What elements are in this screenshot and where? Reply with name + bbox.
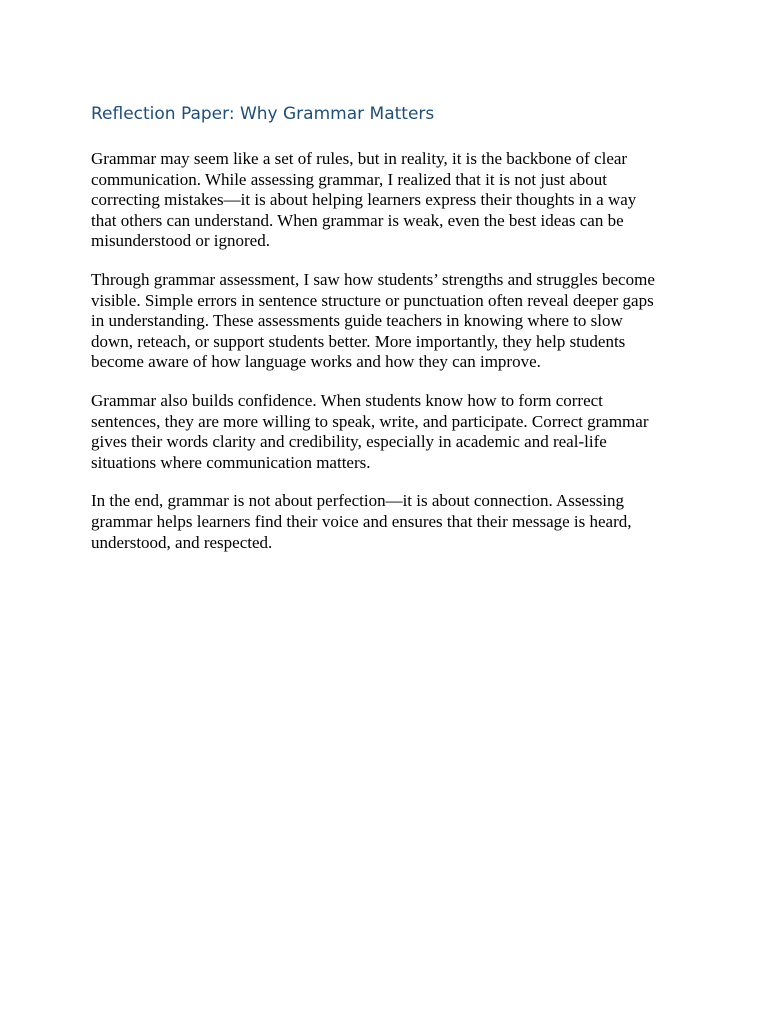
paragraph-line: visible. Simple errors in sentence structure or punctuation often reveal deeper gaps: [91, 290, 654, 310]
paragraph-line: become aware of how language works and how they can improve.: [91, 352, 541, 372]
paragraph-line: understood, and respected.: [91, 532, 273, 552]
paragraph-line: gives their words clarity and credibility, especially in academic and real-life: [91, 432, 607, 452]
paragraph-line: Grammar may seem like a set of rules, but in reality, it is the backbone of clear: [91, 149, 628, 168]
paragraph-line: down, reteach, or support students better. More importantly, they help students: [91, 331, 626, 351]
paragraph-line: Grammar also builds confidence. When students know how to form correct: [91, 390, 603, 410]
paragraph-line: that others can understand. When grammar is weak, even the best ideas can be: [91, 210, 624, 230]
paragraph-1: [91, 149, 691, 252]
document-body: [91, 102, 691, 571]
paragraph-2: [91, 270, 691, 373]
document-title: Reflection Paper: Why Grammar Matters: [91, 104, 435, 124]
paragraph-4: [91, 491, 691, 553]
paragraph-line: in understanding. These assessments guide teachers in knowing where to slow: [91, 311, 623, 331]
paragraph-line: In the end, grammar is not about perfection—it is about connection. Assessing: [91, 491, 625, 511]
paragraph-line: grammar helps learners find their voice and ensures that their message is heard,: [91, 511, 632, 531]
paragraph-line: correcting mistakes—it is about helping learners express their thoughts in a way: [91, 190, 637, 210]
paragraph-line: Through grammar assessment, I saw how students’ strengths and struggles become: [91, 269, 655, 289]
paragraph-line: situations where communication matters.: [91, 452, 371, 472]
paragraph-line: communication. While assessing grammar, I realized that it is not just about: [91, 169, 607, 189]
paragraph-3: [91, 391, 691, 473]
paragraph-line: sentences, they are more willing to speak, write, and participate. Correct grammar: [91, 411, 649, 431]
paragraph-line: misunderstood or ignored.: [91, 231, 270, 251]
